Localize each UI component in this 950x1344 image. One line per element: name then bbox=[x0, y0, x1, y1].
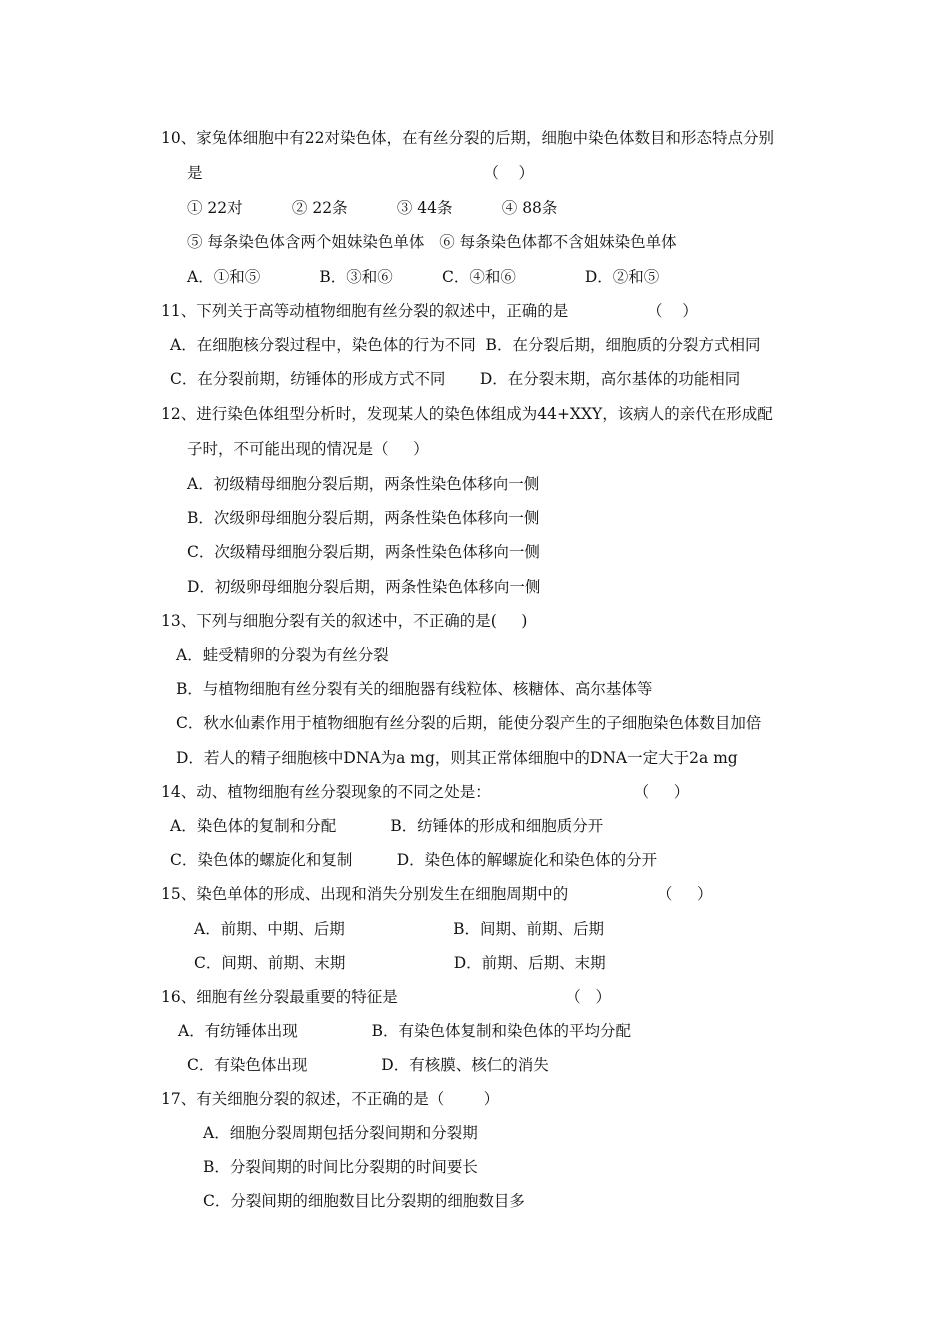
q13-option-b: B．与植物细胞有丝分裂有关的细胞器有线粒体、核糖体、高尔基体等 bbox=[176, 680, 653, 698]
q14-options-ab: A．染色体的复制和分配 B．纺锤体的形成和细胞质分开 bbox=[170, 817, 604, 835]
q16-options-cd: C．有染色体出现 D．有核膜、核仁的消失 bbox=[187, 1056, 549, 1074]
q11-stem: 11、下列关于高等动植物细胞有丝分裂的叙述中，正确的是 （ ） bbox=[161, 302, 698, 320]
q12-option-a: A．初级精母细胞分裂后期，两条性染色体移向一侧 bbox=[187, 475, 540, 493]
q11-options-ab: A．在细胞核分裂过程中，染色体的行为不同 B．在分裂后期，细胞质的分裂方式相同 bbox=[170, 336, 761, 354]
q10-items-row1: ① 22对 ② 22条 ③ 44条 ④ 88条 bbox=[187, 199, 558, 217]
q13-option-a: A．蛙受精卵的分裂为有丝分裂 bbox=[176, 646, 389, 664]
q16-options-ab: A．有纺锤体出现 B．有染色体复制和染色体的平均分配 bbox=[178, 1022, 631, 1040]
q13-stem: 13、下列与细胞分裂有关的叙述中，不正确的是( ) bbox=[161, 612, 528, 630]
q13-option-d: D．若人的精子细胞核中DNA为a mg，则其正常体细胞中的DNA一定大于2a mg bbox=[176, 749, 738, 767]
q17-option-a: A．细胞分裂周期包括分裂间期和分裂期 bbox=[203, 1124, 478, 1142]
q10-stem-line1: 10、家兔体细胞中有22对染色体，在有丝分裂的后期，细胞中染色体数目和形态特点分别 bbox=[161, 129, 774, 147]
q10-options: A．①和⑤ B．③和⑥ C．④和⑥ D．②和⑤ bbox=[187, 268, 660, 286]
q12-stem-line1: 12、进行染色体组型分析时，发现某人的染色体组成为44+XXY，该病人的亲代在形成配 bbox=[161, 405, 773, 423]
q15-stem: 15、染色单体的形成、出现和消失分别发生在细胞周期中的 （ ） bbox=[161, 885, 713, 903]
q12-option-b: B．次级卵母细胞分裂后期，两条性染色体移向一侧 bbox=[187, 509, 540, 527]
q15-options-ab: A．前期、中期、后期 B．间期、前期、后期 bbox=[194, 920, 604, 938]
q14-options-cd: C．染色体的螺旋化和复制 D．染色体的解螺旋化和染色体的分开 bbox=[170, 851, 658, 869]
q15-options-cd: C．间期、前期、末期 D．前期、后期、末期 bbox=[194, 954, 606, 972]
q10-items-row2: ⑤ 每条染色体含两个姐妹染色单体 ⑥ 每条染色体都不含姐妹染色单体 bbox=[187, 233, 677, 251]
q10-stem-line2: 是 （ ） bbox=[187, 164, 535, 182]
q13-option-c: C．秋水仙素作用于植物细胞有丝分裂的后期，能使分裂产生的子细胞染色体数目加倍 bbox=[176, 714, 762, 732]
q11-options-cd: C．在分裂前期，纺锤体的形成方式不同 D．在分裂末期，高尔基体的功能相同 bbox=[170, 370, 741, 388]
q12-option-d: D．初级卵母细胞分裂后期，两条性染色体移向一侧 bbox=[187, 578, 541, 596]
q17-stem: 17、有关细胞分裂的叙述，不正确的是（ ） bbox=[161, 1090, 500, 1108]
q12-stem-line2: 子时，不可能出现的情况是（ ） bbox=[187, 440, 429, 458]
q16-stem: 16、细胞有丝分裂最重要的特征是 （ ） bbox=[161, 988, 612, 1006]
q12-option-c: C．次级精母细胞分裂后期，两条性染色体移向一侧 bbox=[187, 543, 540, 561]
q17-option-b: B．分裂间期的时间比分裂期的时间要长 bbox=[203, 1158, 478, 1176]
q17-option-c: C．分裂间期的细胞数目比分裂期的细胞数目多 bbox=[203, 1192, 525, 1210]
q14-stem: 14、动、植物细胞有丝分裂现象的不同之处是： （ ） bbox=[161, 783, 690, 801]
